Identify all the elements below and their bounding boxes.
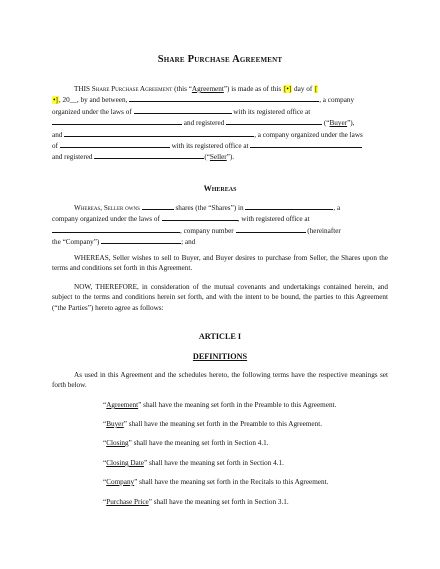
definition-text: shall have the meaning set forth in Section 4.1. — [131, 439, 269, 447]
whereas1-text4: company organized under the laws of — [52, 215, 160, 224]
seller-close: ”). — [226, 153, 235, 162]
seller-laws-blank[interactable] — [60, 140, 170, 148]
intro-spa: Share Purchase Agreement — [91, 85, 173, 93]
buyer-open: (“ — [323, 119, 330, 128]
company-name-blank[interactable] — [245, 202, 333, 210]
close-quote: ” — [143, 459, 148, 467]
open-quote: “ — [103, 498, 107, 506]
definition-text: shall have the meaning set forth in Section 3.1. — [151, 498, 289, 506]
open-quote: “ — [103, 459, 107, 467]
intro-made: ”) is made as of this — [223, 85, 282, 93]
intro-organized: organized under the laws of — [52, 107, 132, 116]
buyer-laws-blank[interactable] — [134, 106, 232, 114]
intro-with-reg: with its registered office at — [233, 107, 311, 116]
definition-term: Buyer — [106, 420, 124, 428]
intro-company-org2: , a company organized under the laws — [254, 130, 363, 139]
seller-open: (“ — [204, 153, 210, 162]
definition-text: shall have the meaning set forth in Section 4.1. — [147, 459, 284, 467]
intro-company-org: , a company — [319, 96, 355, 105]
intro-this: THIS — [74, 85, 90, 93]
whereas1-text1: Whereas, Seller owns — [74, 204, 140, 212]
whereas1-text7: (hereinafter — [307, 226, 341, 235]
close-quote: ” — [148, 498, 152, 506]
definition-text: shall have the meaning set forth in the Recitals to this Agreement. — [137, 478, 329, 486]
intro-of: of — [52, 142, 58, 151]
whereas1-text2: shares (the “Shares”) in — [175, 204, 244, 212]
whereas1-text8: the “Company”) — [52, 238, 100, 247]
now-therefore-paragraph: NOW, THEREFORE, in consideration of the mutual covenants and undertakings contained herein, and subject to the terms and conditions herein set forth, and with the intent to be bound, the parties to this Agreement (“the Parties”) hereto agree as follows: — [52, 283, 388, 312]
whereas-paragraph-2: WHEREAS, Seller wishes to sell to Buyer, and Buyer desires to purchase from Seller, the Shares upon the terms and conditions set forth in this Agreement. — [52, 254, 388, 273]
seller-name-blank[interactable] — [64, 129, 254, 137]
intro-and-reg: and registered — [183, 119, 225, 128]
buyer-office-blank[interactable] — [52, 117, 182, 125]
open-quote: “ — [103, 439, 107, 447]
definition-term: Company — [106, 478, 135, 486]
intro-paragraph — [52, 84, 388, 163]
definition-term: Closing Date — [106, 459, 144, 467]
buyer-close: ”), — [347, 119, 355, 128]
intro-with-reg2: with its registered office at — [171, 142, 249, 151]
definition-item — [103, 400, 336, 410]
whereas-paragraph-1 — [52, 202, 388, 248]
seller-office-blank[interactable] — [250, 140, 362, 148]
company-extra-blank[interactable] — [101, 236, 181, 244]
close-quote: ” — [128, 439, 132, 447]
intro-and: and — [52, 130, 63, 139]
buyer-name-blank[interactable] — [129, 94, 319, 102]
whereas1-text6: , company number — [180, 226, 234, 235]
company-number-blank[interactable] — [236, 225, 306, 233]
whereas-heading: Whereas — [203, 184, 237, 193]
definitions-heading: DEFINITIONS — [192, 352, 248, 361]
definition-term: Agreement — [106, 401, 139, 409]
seller-registered-blank[interactable] — [94, 151, 204, 159]
intro-dayof: day of — [294, 85, 313, 93]
intro-agreement-term: Agreement — [191, 85, 224, 93]
document-title: Share Purchase Agreement — [157, 54, 283, 65]
intro-year: , 20__, by and between, — [58, 96, 128, 105]
definition-term: Closing — [106, 439, 129, 447]
company-laws-blank[interactable] — [162, 213, 238, 221]
close-quote: ” — [123, 420, 127, 428]
seller-term: Seller — [209, 153, 227, 162]
definition-item — [103, 419, 322, 429]
month-placeholder-close[interactable]: •] — [53, 96, 58, 105]
open-quote: “ — [103, 401, 107, 409]
definition-item — [103, 458, 284, 468]
definition-term: Purchase Price — [106, 498, 149, 506]
whereas1-text9: ; and — [181, 238, 196, 247]
shares-count-blank[interactable] — [142, 202, 174, 210]
intro-this-paren: (this “ — [174, 85, 192, 93]
definition-text: shall have the meaning set forth in the Preamble to this Agreement. — [126, 420, 322, 428]
definition-text: shall have the meaning set forth in the Preamble to this Agreement. — [141, 401, 337, 409]
month-placeholder-open[interactable]: [ — [315, 85, 318, 93]
open-quote: “ — [103, 478, 107, 486]
open-quote: “ — [103, 420, 107, 428]
article-heading: ARTICLE I — [198, 332, 242, 341]
whereas1-text3: , a — [333, 204, 341, 212]
definitions-intro: As used in this Agreement and the schedules hereto, the following terms have the respective meanings set forth below. — [52, 371, 388, 390]
definition-item — [103, 497, 289, 507]
close-quote: ” — [134, 478, 138, 486]
whereas1-text5: , with registered office at — [237, 215, 310, 224]
close-quote: ” — [138, 401, 142, 409]
definition-item — [103, 438, 269, 448]
definition-item — [103, 477, 328, 487]
buyer-term: Buyer — [329, 119, 348, 128]
day-placeholder[interactable]: [•] — [283, 85, 292, 93]
company-office-blank[interactable] — [52, 225, 180, 233]
buyer-registered-blank[interactable] — [226, 117, 322, 125]
intro-and-reg2: and registered — [52, 153, 93, 162]
